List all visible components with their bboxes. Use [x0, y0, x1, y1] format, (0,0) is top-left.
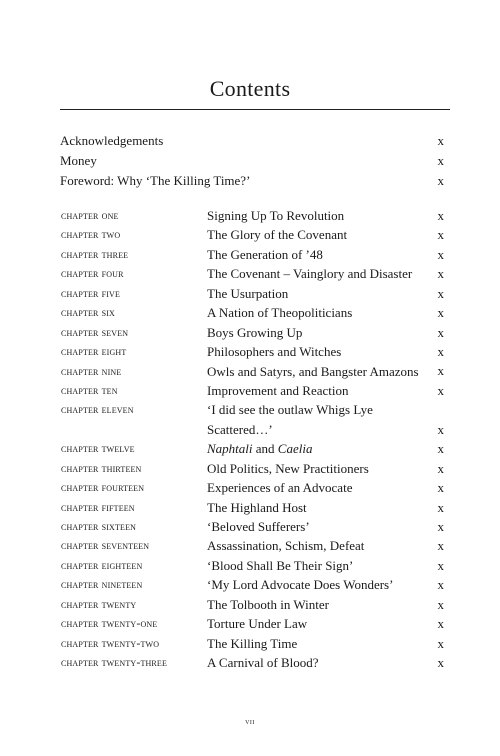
chapter-entry[interactable] — [60, 459, 450, 478]
chapter-label: chapter fifteen — [61, 499, 135, 514]
chapter-title: Owls and Satyrs, and Bangster Amazons — [207, 363, 419, 379]
page-number: x — [437, 499, 444, 515]
page-number: x — [437, 305, 444, 321]
chapter-title — [207, 439, 435, 458]
chapter-title: A Nation of Theopoliticians — [207, 305, 353, 321]
chapter-entry[interactable] — [60, 653, 450, 672]
chapter-title-italic: Caelia — [277, 441, 313, 457]
chapter-label: chapter twelve — [61, 441, 135, 456]
page-number: x — [437, 227, 444, 243]
chapter-label: chapter fourteen — [61, 480, 145, 495]
front-matter-entry[interactable] — [60, 151, 450, 171]
chapter-label: chapter two — [61, 227, 121, 242]
chapter-label: chapter seven — [61, 324, 129, 339]
chapter-entry[interactable] — [60, 634, 450, 653]
page-number: x — [437, 153, 444, 168]
chapter-entry[interactable] — [60, 264, 450, 283]
page-number: x — [437, 173, 444, 188]
front-matter-list — [60, 131, 450, 191]
front-matter-entry[interactable] — [60, 171, 450, 191]
page-number: x — [437, 133, 444, 148]
chapter-label: chapter twenty — [61, 596, 137, 611]
chapter-title: Experiences of an Advocate — [207, 480, 353, 496]
chapter-entry[interactable] — [60, 206, 450, 225]
chapter-title: Torture Under Law — [207, 616, 308, 632]
front-matter-entry[interactable] — [60, 131, 450, 151]
page-number: x — [437, 421, 444, 437]
chapter-entry[interactable] — [60, 342, 450, 361]
chapter-title-italic: Naphtali — [207, 441, 253, 457]
chapter-label: chapter nineteen — [61, 577, 143, 592]
page-number: x — [437, 363, 444, 379]
page-number: x — [437, 655, 444, 671]
chapter-label: chapter four — [61, 266, 124, 281]
page-number: x — [437, 460, 444, 476]
chapter-entry[interactable] — [60, 245, 450, 264]
page-number: x — [437, 344, 444, 360]
chapter-title: ‘My Lord Advocate Does Wonders’ — [207, 577, 394, 593]
entry-label: Money — [60, 153, 97, 168]
chapter-title: Improvement and Reaction — [207, 382, 349, 398]
chapter-label: chapter nine — [61, 363, 122, 378]
chapter-title: The Covenant – Vainglory and Disaster — [207, 266, 413, 282]
entry-label: Acknowledgements — [60, 133, 164, 148]
page-number: x — [437, 635, 444, 651]
chapter-entry[interactable] — [60, 498, 450, 517]
chapter-label: chapter ten — [61, 382, 118, 397]
chapter-label: chapter eighteen — [61, 557, 143, 572]
page-number: x — [437, 616, 444, 632]
page-number: x — [437, 480, 444, 496]
chapter-title: ‘Beloved Sufferers’ — [207, 519, 310, 535]
page-number: x — [437, 207, 444, 223]
page-number: x — [437, 577, 444, 593]
chapter-entry[interactable] — [60, 400, 450, 439]
chapter-entry[interactable] — [60, 439, 450, 458]
chapter-title: The Usurpation — [207, 285, 289, 301]
chapter-title-joiner: and — [252, 441, 278, 457]
chapter-label: chapter five — [61, 285, 121, 300]
chapter-title: A Carnival of Blood? — [207, 655, 319, 671]
page-number: x — [437, 557, 444, 573]
chapter-label: chapter sixteen — [61, 519, 137, 534]
page-folio: vii — [245, 716, 255, 726]
chapter-entry[interactable] — [60, 556, 450, 575]
chapter-entry[interactable] — [60, 303, 450, 322]
chapter-label: chapter twenty-two — [61, 635, 160, 650]
chapter-title: The Highland Host — [207, 499, 307, 515]
chapter-label: chapter thirteen — [61, 460, 142, 475]
page-number: x — [437, 266, 444, 282]
chapter-label: chapter eight — [61, 344, 127, 359]
entry-label: Foreword: Why ‘The Killing Time?’ — [60, 173, 251, 188]
chapter-entry[interactable] — [60, 614, 450, 633]
page-number: x — [437, 441, 444, 457]
chapter-title-line: ‘I did see the outlaw Whigs Lye — [207, 402, 373, 418]
chapter-entry[interactable] — [60, 323, 450, 342]
page-number: x — [437, 596, 444, 612]
chapter-title: Assassination, Schism, Defeat — [207, 538, 365, 554]
chapter-entry[interactable] — [60, 575, 450, 594]
chapter-entry[interactable] — [60, 517, 450, 536]
chapter-label: chapter three — [61, 246, 129, 261]
chapter-label: chapter eleven — [61, 402, 134, 417]
page-number: x — [437, 285, 444, 301]
chapter-label: chapter six — [61, 305, 115, 320]
chapter-title: The Tolbooth in Winter — [207, 596, 329, 612]
page-number: x — [437, 324, 444, 340]
page-number: x — [437, 382, 444, 398]
page-number: x — [437, 246, 444, 262]
page-number: x — [437, 538, 444, 554]
chapter-list — [60, 206, 450, 673]
chapter-entry[interactable] — [60, 362, 450, 381]
chapter-entry[interactable] — [60, 595, 450, 614]
chapter-label: chapter seventeen — [61, 538, 150, 553]
chapter-title: ‘Blood Shall Be Their Sign’ — [207, 557, 354, 573]
chapter-title: Philosophers and Witches — [207, 344, 342, 360]
chapter-label: chapter one — [61, 208, 119, 222]
chapter-title: Signing Up To Revolution — [207, 208, 345, 223]
chapter-title: The Glory of the Covenant — [207, 227, 348, 243]
chapter-entry[interactable] — [60, 478, 450, 497]
chapter-title — [207, 400, 435, 439]
title-rule — [60, 109, 450, 110]
chapter-title: The Killing Time — [207, 635, 298, 651]
chapter-title: Boys Growing Up — [207, 324, 303, 340]
chapter-entry[interactable] — [60, 381, 450, 400]
chapter-title: The Generation of ’48 — [207, 246, 323, 262]
page-title: Contents — [209, 76, 291, 101]
chapter-label: chapter twenty-one — [61, 616, 158, 631]
chapter-entry[interactable] — [60, 225, 450, 244]
chapter-title: Old Politics, New Practitioners — [207, 460, 369, 476]
page-number: x — [437, 519, 444, 534]
chapter-entry[interactable] — [60, 536, 450, 555]
chapter-label: chapter twenty-three — [61, 655, 167, 670]
chapter-title-line: Scattered…’ — [207, 421, 273, 437]
chapter-entry[interactable] — [60, 284, 450, 303]
